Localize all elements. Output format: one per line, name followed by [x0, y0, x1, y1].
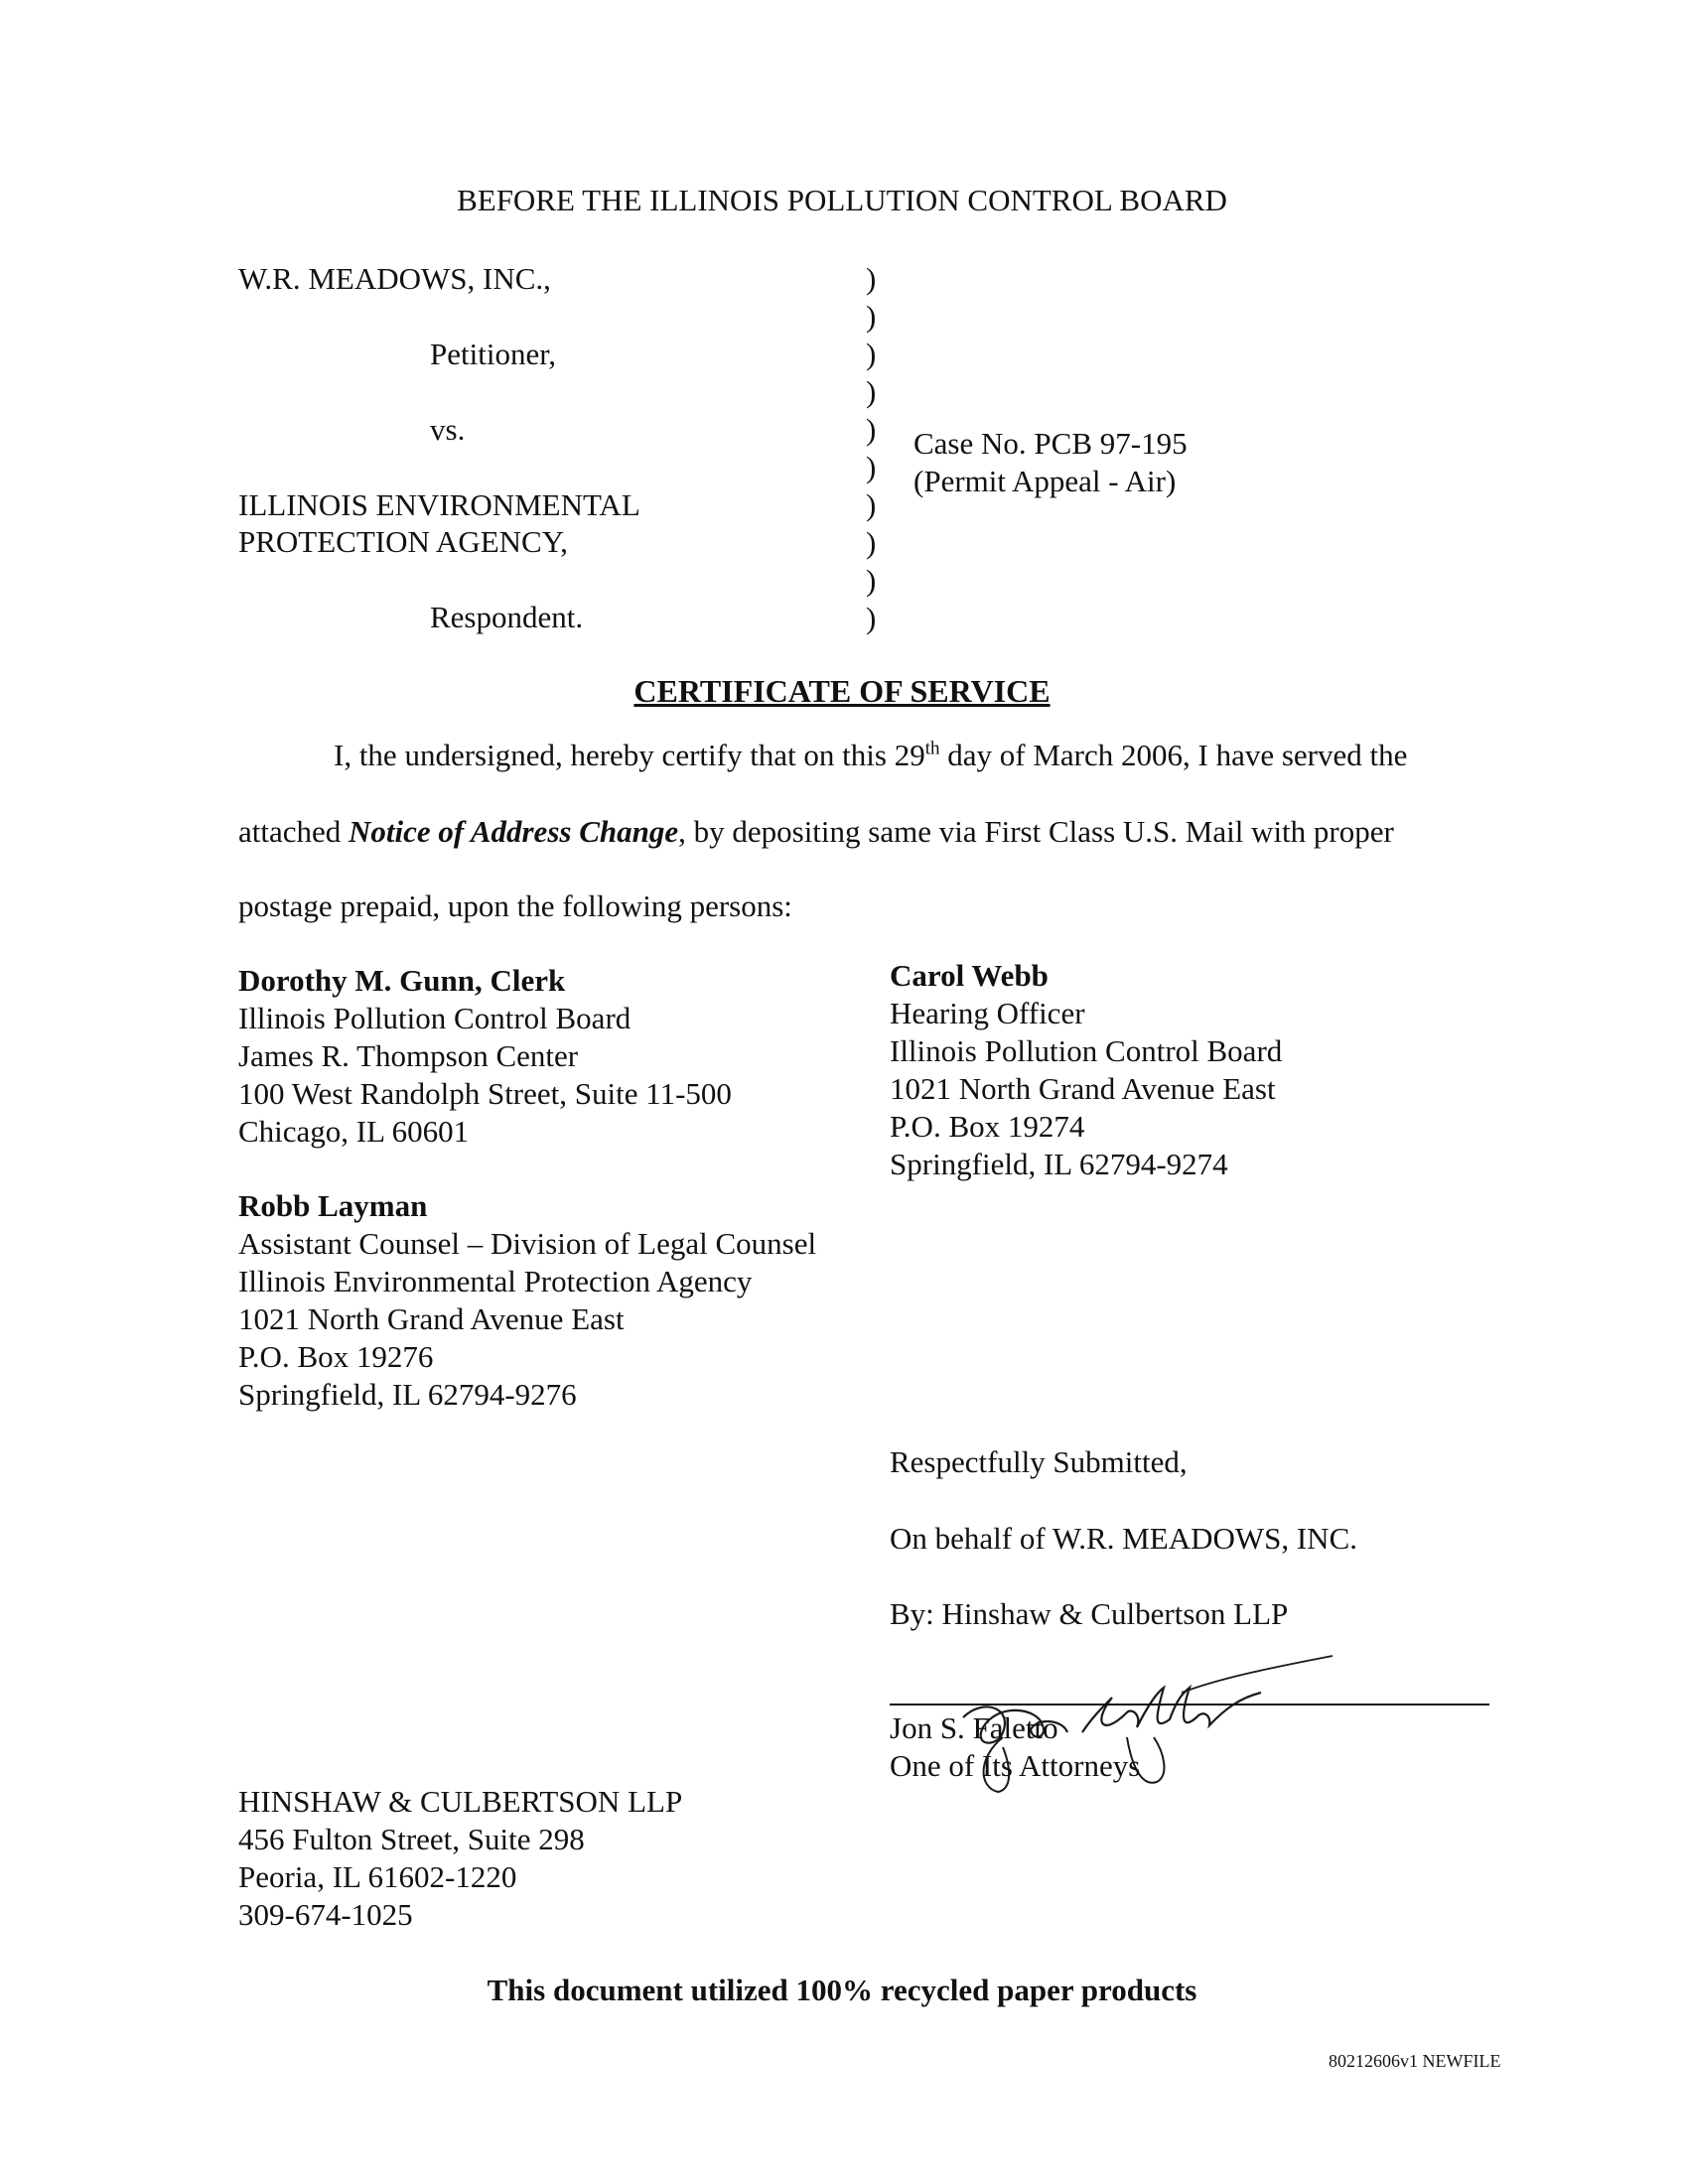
recipient-name: Dorothy M. Gunn, Clerk — [238, 963, 566, 998]
signer-name: Jon S. Faletto — [890, 1710, 1058, 1745]
ordinal-suffix: th — [924, 738, 940, 759]
paren: ) — [866, 487, 877, 522]
board-title: BEFORE THE ILLINOIS POLLUTION CONTROL BOARD — [457, 183, 1227, 217]
paren: ) — [866, 563, 877, 598]
firm-address-block — [238, 1783, 682, 1934]
paren: ) — [866, 374, 877, 409]
recipient-address-line: Illinois Pollution Control Board — [890, 1033, 1283, 1068]
certificate-line-1-pre: I, the undersigned, hereby certify that on this 29 — [334, 738, 925, 772]
case-number: Case No. PCB 97-195 — [913, 426, 1188, 461]
recipient-address-line: Hearing Officer — [890, 996, 1085, 1030]
paren: ) — [866, 601, 877, 635]
paren: ) — [866, 337, 877, 371]
paren: ) — [866, 299, 877, 334]
recipient-address-line: 100 West Randolph Street, Suite 11-500 — [238, 1076, 732, 1111]
respectfully-submitted: Respectfully Submitted, — [890, 1444, 1188, 1479]
recipient-name: Carol Webb — [890, 958, 1049, 993]
recipient-address-line: P.O. Box 19274 — [890, 1109, 1085, 1144]
respondent-role: Respondent. — [430, 600, 584, 634]
respondent-name-line2: PROTECTION AGENCY, — [238, 524, 568, 559]
certificate-line-2-post: , by depositing same via First Class U.S. Mail with proper — [678, 814, 1394, 849]
firm-street: 456 Fulton Street, Suite 298 — [238, 1822, 585, 1856]
recipient-address-line: 1021 North Grand Avenue East — [238, 1301, 625, 1336]
certificate-line-1 — [334, 736, 1407, 775]
case-type: (Permit Appeal - Air) — [913, 464, 1177, 498]
recipient-address-line: P.O. Box 19276 — [238, 1339, 434, 1374]
certificate-title: CERTIFICATE OF SERVICE — [633, 673, 1051, 709]
certificate-line-2 — [238, 812, 1394, 852]
document-id: 80212606v1 NEWFILE — [1329, 2051, 1501, 2071]
by-firm: By: Hinshaw & Culbertson LLP — [890, 1596, 1289, 1631]
recipient-address-line: 1021 North Grand Avenue East — [890, 1071, 1276, 1106]
caption-parentheses — [866, 260, 896, 637]
paren: ) — [866, 412, 877, 447]
certificate-line-1-post: day of March 2006, I have served the — [939, 738, 1408, 772]
recipient-gunn — [238, 962, 732, 1151]
recipient-webb — [890, 957, 1282, 1183]
recipient-address-line: Chicago, IL 60601 — [238, 1114, 470, 1149]
recipient-address-line: Illinois Pollution Control Board — [238, 1001, 632, 1035]
certificate-line-2-pre: attached — [238, 814, 350, 849]
certificate-line-3: postage prepaid, upon the following persons: — [238, 888, 792, 923]
versus-label: vs. — [430, 412, 466, 447]
respondent-name-line1: ILLINOIS ENVIRONMENTAL — [238, 487, 640, 522]
firm-name: HINSHAW & CULBERTSON LLP — [238, 1784, 683, 1819]
on-behalf-of: On behalf of W.R. MEADOWS, INC. — [890, 1521, 1357, 1556]
petitioner-name: W.R. MEADOWS, INC., — [238, 261, 551, 296]
recipient-name: Robb Layman — [238, 1188, 428, 1223]
recipient-address-line: Springfield, IL 62794-9276 — [238, 1377, 577, 1412]
recycled-paper-note: This document utilized 100% recycled paper products — [487, 1973, 1197, 2007]
recipient-address-line: Illinois Environmental Protection Agency — [238, 1264, 753, 1298]
paren: ) — [866, 261, 877, 296]
firm-phone: 309-674-1025 — [238, 1897, 413, 1932]
paren: ) — [866, 525, 877, 560]
signer-title: One of Its Attorneys — [890, 1748, 1141, 1783]
petitioner-role: Petitioner, — [430, 337, 557, 371]
recipient-layman — [238, 1187, 816, 1414]
paren: ) — [866, 450, 877, 484]
signature-line — [890, 1704, 1489, 1706]
document-title-italic: Notice of Address Change — [349, 814, 679, 849]
firm-city: Peoria, IL 61602-1220 — [238, 1859, 517, 1894]
recipient-address-line: Springfield, IL 62794-9274 — [890, 1147, 1228, 1181]
recipient-address-line: James R. Thompson Center — [238, 1038, 579, 1073]
recipient-address-line: Assistant Counsel – Division of Legal Counsel — [238, 1226, 817, 1261]
